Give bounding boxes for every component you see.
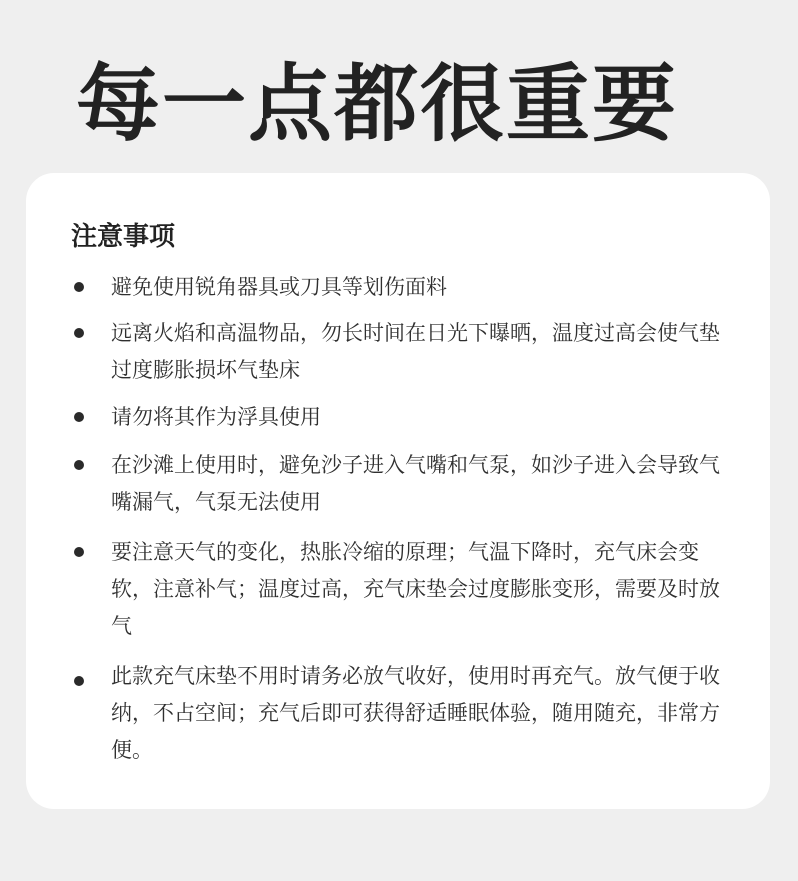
bullet-icon: [74, 282, 84, 292]
bullet-icon: [74, 547, 84, 557]
page-title: 每一点都很重要: [76, 55, 679, 153]
note-text: 要注意天气的变化，热胀冷缩的原理；气温下降时，充气床会变软，注意补气；温度过高，充气床垫会过度膨胀变形，需要及时放气: [111, 540, 720, 638]
bullet-icon: [74, 676, 84, 686]
note-text: 请勿将其作为浮具使用: [111, 405, 321, 429]
bullet-icon: [74, 412, 84, 422]
bullet-icon: [74, 460, 84, 470]
note-text: 此款充气床垫不用时请务必放气收好，使用时再充气。放气便于收纳，不占空间；充气后即可获得舒适睡眠体验，随用随充，非常方便。: [111, 664, 720, 762]
notes-card: [26, 173, 770, 809]
note-text: 避免使用锐角器具或刀具等划伤面料: [111, 275, 447, 299]
note-text: 远离火焰和高温物品，勿长时间在日光下曝晒，温度过高会使气垫过度膨胀损坏气垫床: [111, 321, 720, 382]
note-text: 在沙滩上使用时，避免沙子进入气嘴和气泵，如沙子进入会导致气嘴漏气，气泵无法使用: [111, 453, 720, 514]
notes-heading: 注意事项: [71, 222, 176, 252]
bullet-icon: [74, 328, 84, 338]
